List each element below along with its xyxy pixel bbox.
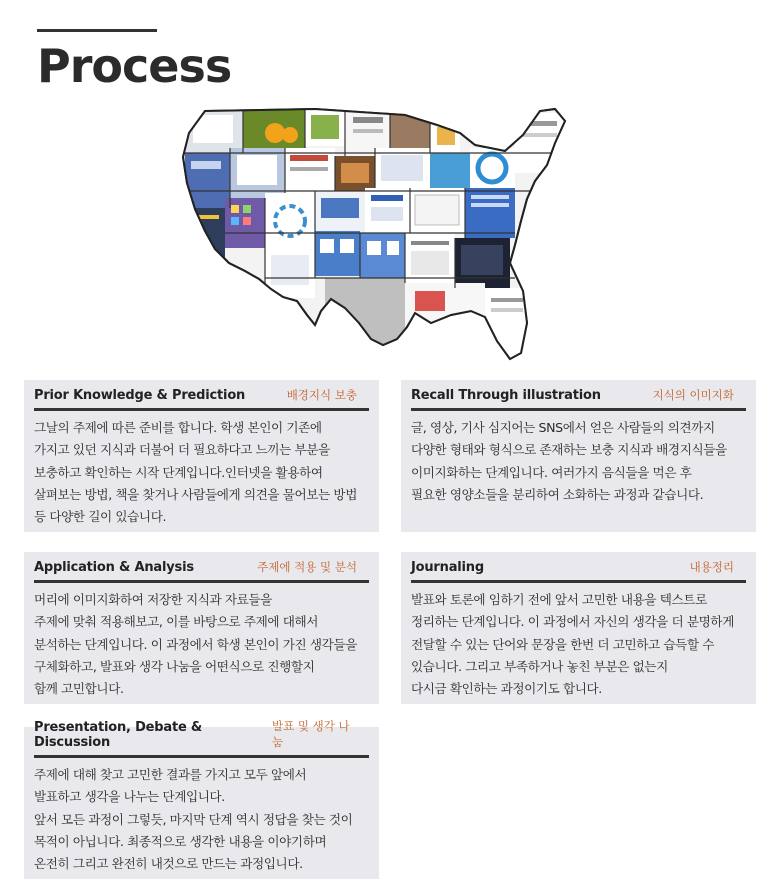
card-body: 발표와 토론에 임하기 전에 앞서 고민한 내용을 텍스트로 정리하는 단계입니다. 이 과정에서 자신의 생각을 더 분명하게 전달할 수 있는 단어와 문장을 한번 더 고민하고 습득할 수 있습니다. 그리고 부족하거나 놓친 부분은 없는지 다시금 확인하는 과정이기도 합니다. <box>411 592 734 697</box>
card-header <box>411 380 746 411</box>
card-body: 글, 영상, 기사 심지어는 SNS에서 얻은 사람들의 의견까지 다양한 형태와 형식으로 존재하는 보충 지식과 배경지식들을 이미지화하는 단계입니다. 여러가지 음식들을 먹은 후 필요한 영양소들을 분리하여 소화하는 과정과 같습니다. <box>411 420 727 502</box>
card-header <box>411 552 746 583</box>
card-body: 머리에 이미지화하여 저장한 지식과 자료들을 주제에 맞춰 적용해보고, 이를 바탕으로 주제에 대해서 분석하는 단계입니다. 이 과정에서 학생 본인이 가진 생각들을 구체화하고, 발표와 생각 나눔을 어떤식으로 진행할지 함께 고민합니다. <box>34 592 357 697</box>
process-card-application-analysis <box>24 552 379 704</box>
card-title: Application & Analysis <box>34 560 194 575</box>
card-title: Journaling <box>411 560 484 575</box>
card-title: Recall Through illustration <box>411 388 601 403</box>
usa-collage-map <box>175 103 570 365</box>
card-body: 그날의 주제에 따른 준비를 합니다. 학생 본인이 기존에 가지고 있던 지식과 더불어 더 필요하다고 느끼는 부분을 보충하고 확인하는 시작 단계입니다.인터넷을 활용하여 살펴보는 방법, 책을 찾거나 사람들에게 의견을 물어보는 방법 등 다양한 길이 있습니다. <box>34 420 357 525</box>
page-title: Process <box>37 39 232 93</box>
card-tag: 발표 및 생각 나눔 <box>272 719 350 749</box>
card-header <box>34 719 369 758</box>
card-tag: 내용정리 <box>689 560 734 574</box>
card-tag: 배경지식 보충 <box>286 388 357 402</box>
process-card-journaling <box>401 552 756 704</box>
title-rule <box>37 29 157 32</box>
usa-collage-map-icon <box>175 103 570 365</box>
process-card-recall-illustration <box>401 380 756 532</box>
card-tag: 지식의 이미지화 <box>652 388 734 402</box>
card-header <box>34 380 369 411</box>
card-title: Presentation, Debate & Discussion <box>34 720 203 750</box>
process-card-prior-knowledge <box>24 380 379 532</box>
card-header <box>34 552 369 583</box>
card-title: Prior Knowledge & Prediction <box>34 388 246 403</box>
process-card-presentation <box>24 719 379 879</box>
card-body: 주제에 대해 찾고 고민한 결과를 가지고 모두 앞에서 발표하고 생각을 나누는 단계입니다. 앞서 모든 과정이 그렇듯, 마지막 단계 역시 정답을 찾는 것이 목적이 아닙니다. 최종적으로 생각한 내용을 이야기하며 온전히 그리고 완전히 내것으로 만드는 과정입니다. <box>34 767 353 872</box>
card-tag: 주제에 적용 및 분석 <box>257 560 357 574</box>
